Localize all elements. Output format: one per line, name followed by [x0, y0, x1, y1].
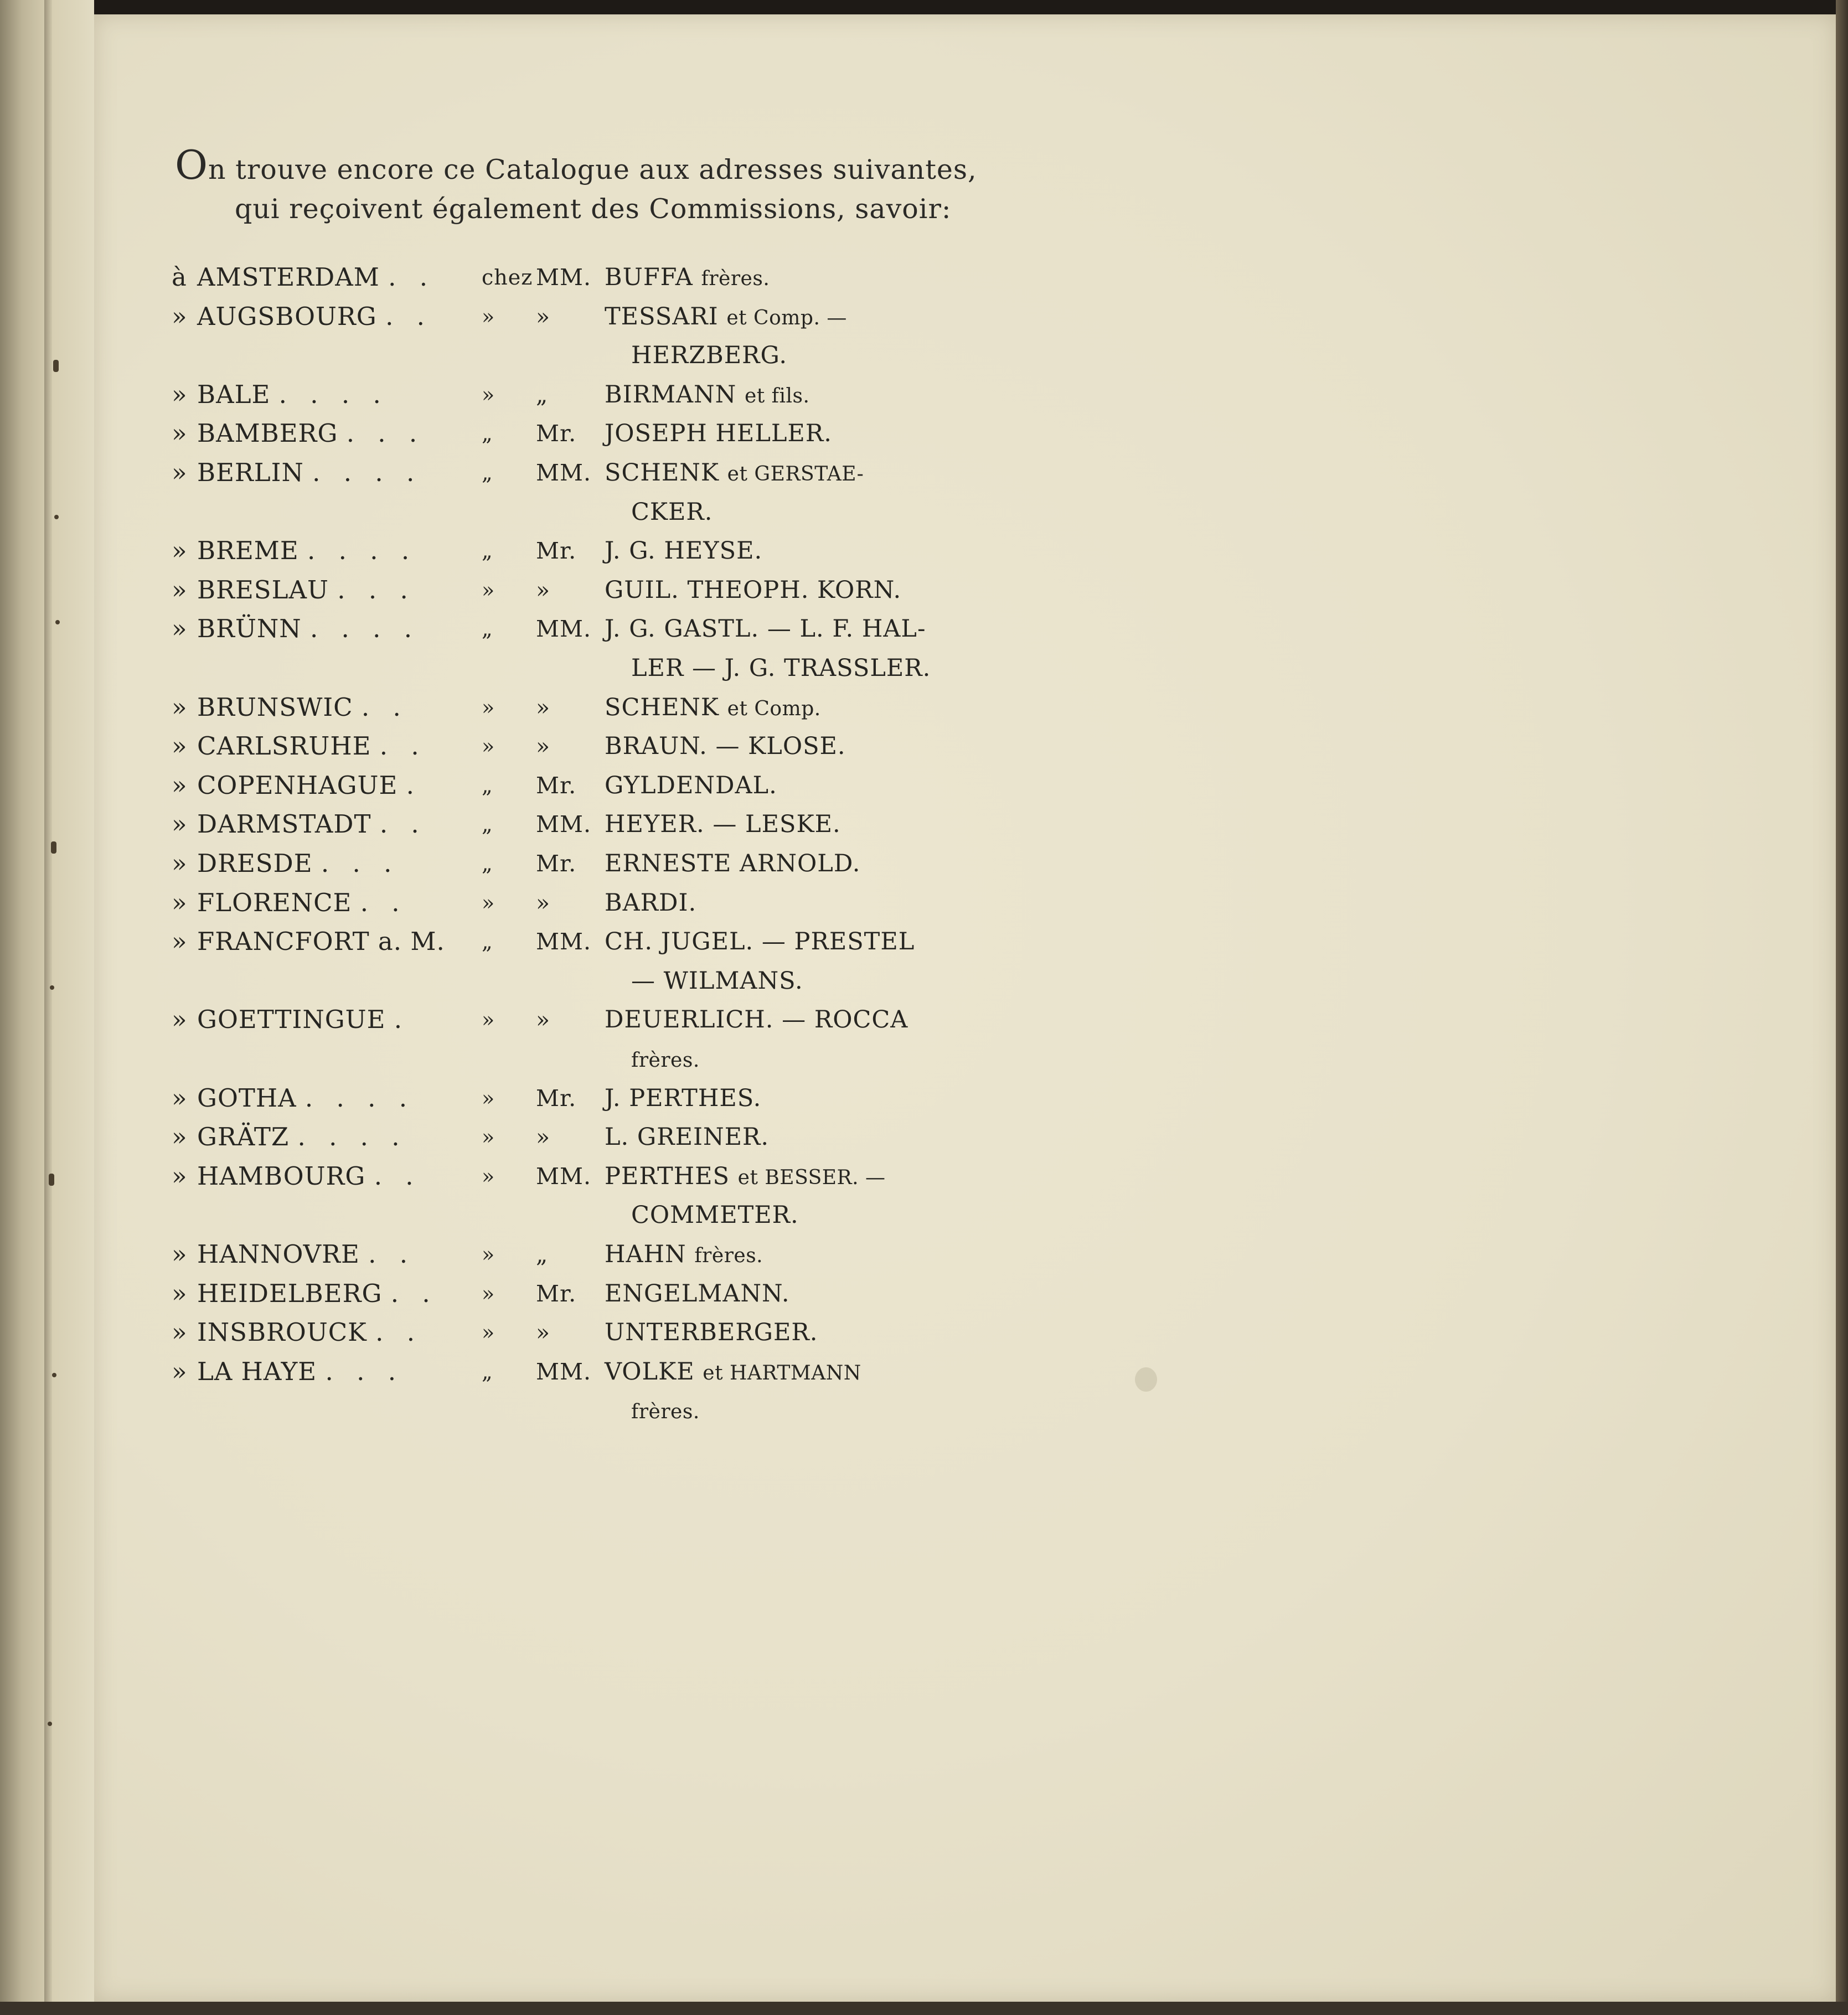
entry-via: » — [482, 1282, 495, 1306]
entry-city — [197, 1274, 457, 1313]
address-entry — [0, 1118, 952, 1156]
entry-bookseller-name: CH. JUGEL. — PRESTEL — [605, 928, 915, 955]
entry-bookseller — [605, 571, 959, 609]
entry-bookseller-name: J. G. HEYSE. — [605, 537, 763, 565]
entry-city-name: FRANCFORT a. M. — [197, 927, 445, 956]
entry-city — [197, 727, 457, 766]
entry-leader-dots: . — [406, 771, 422, 800]
address-entry — [0, 1313, 952, 1352]
entry-bookseller-name: ERNESTE ARNOLD. — [605, 850, 861, 877]
entry-city — [197, 297, 457, 336]
entry-via: » — [482, 1086, 495, 1110]
address-entry — [0, 1274, 952, 1313]
entry-title: » — [536, 577, 551, 603]
entry-prefix: » — [172, 418, 188, 448]
entry-via: » — [482, 1242, 495, 1267]
entry-bookseller-name: JOSEPH HELLER. — [605, 420, 832, 447]
entry-city — [197, 571, 457, 609]
entry-prefix: » — [172, 849, 188, 878]
entry-city — [197, 258, 457, 297]
entry-city — [197, 844, 457, 883]
entry-via: » — [482, 695, 495, 720]
entry-city-name: BRUNSWIC — [197, 693, 353, 722]
entry-bookseller-name: ENGELMANN. — [605, 1280, 790, 1308]
entry-city — [197, 609, 457, 648]
entry-prefix: » — [172, 809, 188, 839]
entry-via: „ — [482, 421, 493, 446]
entry-bookseller-name: HERZBERG. — [631, 342, 787, 369]
entry-bookseller-name: SCHENK — [605, 694, 719, 721]
entry-city-name: CARLSRUHE — [197, 731, 371, 761]
entry-city — [197, 1079, 457, 1118]
entry-bookseller — [605, 1352, 959, 1393]
entry-title: MM. — [536, 928, 591, 955]
entry-bookseller-suffix: et Comp. — — [726, 307, 847, 329]
entry-title: » — [536, 1006, 551, 1033]
entry-leader-dots: . . . — [325, 1357, 404, 1386]
address-entry-continuation — [0, 493, 952, 531]
address-entry — [0, 531, 952, 570]
entry-title: » — [536, 733, 551, 760]
entry-title: MM. — [536, 1163, 591, 1190]
entry-bookseller-name: COMMETER. — [631, 1201, 799, 1229]
entry-via: „ — [482, 773, 493, 798]
entry-title: » — [536, 1319, 551, 1346]
address-entry — [0, 805, 952, 844]
entry-bookseller-name: HEYER. — LESKE. — [605, 810, 841, 838]
entry-city-name: FLORENCE — [197, 888, 352, 917]
entry-title: MM. — [536, 616, 591, 642]
entry-prefix: à — [172, 262, 187, 292]
entry-bookseller — [605, 375, 959, 416]
address-entry — [0, 414, 952, 453]
entry-title: » — [536, 1124, 551, 1150]
entry-prefix: » — [172, 614, 188, 643]
entry-city-name: HEIDELBERG — [197, 1279, 383, 1308]
entry-prefix: » — [172, 1083, 188, 1113]
entry-prefix: » — [172, 693, 188, 722]
entry-city — [197, 1000, 457, 1039]
entry-bookseller-name: BRAUN. — KLOSE. — [605, 732, 846, 760]
entry-city — [197, 688, 457, 727]
entry-bookseller-name: VOLKE — [605, 1358, 695, 1386]
entry-via: „ — [482, 461, 493, 485]
entry-bookseller-name: BIRMANN — [605, 381, 737, 409]
entry-prefix: » — [172, 731, 188, 761]
heading-line-1-text: n trouve encore ce Catalogue aux adresses suivantes, — [208, 154, 977, 185]
entry-leader-dots: . . — [361, 693, 409, 722]
entry-via: » — [482, 1125, 495, 1149]
heading-line-2: qui reçoivent également des Commissions, savoir: — [235, 193, 952, 225]
entry-leader-dots: . . — [374, 1161, 421, 1191]
entry-bookseller — [605, 1079, 959, 1118]
entry-leader-dots: . . . — [321, 849, 400, 878]
entry-bookseller — [631, 1040, 985, 1080]
entry-bookseller — [605, 609, 959, 648]
entry-city-name: BAMBERG — [197, 418, 338, 448]
entry-title: Mr. — [536, 538, 577, 564]
entry-title: MM. — [536, 1358, 591, 1385]
entry-title: MM. — [536, 459, 591, 486]
entry-title: Mr. — [536, 1280, 577, 1307]
entry-bookseller — [605, 1235, 959, 1275]
address-entry — [0, 453, 952, 492]
entry-bookseller — [605, 884, 959, 922]
entry-prefix: » — [172, 1005, 188, 1034]
entry-leader-dots: . . . — [337, 575, 416, 604]
entry-city — [197, 922, 457, 961]
entry-prefix: » — [172, 1318, 188, 1347]
entry-title: Mr. — [536, 772, 577, 799]
entry-bookseller — [605, 1000, 959, 1039]
entry-bookseller-suffix: et HARTMANN — [703, 1362, 861, 1384]
entry-bookseller — [605, 414, 959, 453]
entry-leader-dots: . . — [368, 1239, 416, 1269]
entry-via: » — [482, 383, 495, 407]
address-entry — [0, 609, 952, 648]
entry-bookseller-name: J. G. GASTL. — L. F. HAL- — [605, 615, 926, 643]
entry-title: » — [536, 890, 551, 916]
address-entry — [0, 1235, 952, 1274]
address-entry-continuation — [0, 1040, 952, 1078]
entry-title: Mr. — [536, 420, 577, 447]
entry-bookseller-name: TESSARI — [605, 303, 719, 330]
address-entry — [0, 688, 952, 727]
entry-bookseller-name: DEUERLICH. — ROCCA — [605, 1006, 908, 1034]
entry-bookseller — [605, 688, 959, 728]
entry-leader-dots: . . . . — [297, 1122, 407, 1151]
entry-title: Mr. — [536, 1085, 577, 1112]
entry-city-name: COPENHAGUE — [197, 771, 398, 800]
entry-bookseller-name: L. GREINER. — [605, 1123, 770, 1151]
entry-city-name: GOTHA — [197, 1083, 297, 1113]
entry-city-name: LA HAYE — [197, 1357, 317, 1386]
entry-prefix: » — [172, 927, 188, 956]
entry-prefix: » — [172, 458, 188, 487]
entry-bookseller — [605, 1274, 959, 1313]
entry-city-name: BALE — [197, 380, 271, 409]
address-entry — [0, 375, 952, 414]
entry-via: » — [482, 1320, 495, 1345]
address-entry-continuation — [0, 1196, 952, 1234]
entry-prefix: » — [172, 1279, 188, 1308]
entry-bookseller-suffix: frères. — [701, 267, 770, 290]
entry-bookseller — [631, 1391, 985, 1432]
entry-city-name: AMSTERDAM — [197, 262, 380, 292]
entry-leader-dots: . — [394, 1005, 410, 1034]
entry-city — [197, 1157, 457, 1196]
entry-prefix: » — [172, 1122, 188, 1151]
entry-bookseller — [631, 1196, 985, 1234]
address-entry-continuation — [0, 649, 952, 688]
entry-via: „ — [482, 929, 493, 954]
entry-bookseller — [605, 258, 959, 298]
entry-bookseller-name: SCHENK — [605, 459, 719, 487]
entry-bookseller-name: GUIL. THEOPH. KORN. — [605, 576, 902, 604]
address-entry — [0, 844, 952, 883]
entry-leader-dots: . . — [379, 809, 427, 839]
entry-leader-dots: . . — [388, 262, 436, 292]
entry-bookseller-name: frères. — [631, 1401, 700, 1423]
entry-bookseller-name: CKER. — [631, 498, 713, 526]
entry-via: „ — [482, 539, 493, 563]
entry-prefix: » — [172, 575, 188, 604]
entry-bookseller-name: J. PERTHES. — [605, 1084, 762, 1112]
entry-bookseller-name: frères. — [631, 1049, 700, 1072]
entry-leader-dots: . . — [360, 888, 407, 917]
entry-city — [197, 884, 457, 922]
address-entry-continuation — [0, 336, 952, 375]
entry-city-name: DARMSTADT — [197, 809, 371, 839]
entry-prefix: » — [172, 888, 188, 917]
entry-city — [197, 805, 457, 844]
entry-prefix: » — [172, 380, 188, 409]
address-entry — [0, 727, 952, 766]
entry-bookseller-name: LER — J. G. TRASSLER. — [631, 654, 931, 682]
entry-prefix: » — [172, 1239, 188, 1269]
entry-title: MM. — [536, 264, 591, 291]
entry-bookseller — [605, 844, 959, 883]
entry-city-name: AUGSBOURG — [197, 302, 377, 331]
address-entry — [0, 297, 952, 336]
entry-bookseller — [605, 453, 959, 494]
entry-prefix: » — [172, 1357, 188, 1386]
entry-city-name: DRESDE — [197, 849, 313, 878]
address-entry — [0, 884, 952, 922]
entry-title: Mr. — [536, 850, 577, 877]
entry-bookseller — [631, 336, 985, 375]
address-entry — [0, 1352, 952, 1391]
entry-city-name: BRESLAU — [197, 575, 329, 604]
entry-city-name: HANNOVRE — [197, 1239, 360, 1269]
entry-bookseller — [605, 922, 959, 961]
entry-bookseller — [605, 1157, 959, 1197]
entry-city — [197, 1313, 457, 1352]
entry-bookseller-suffix: et GERSTAE- — [727, 463, 864, 485]
entry-bookseller — [605, 766, 959, 805]
entry-leader-dots: . . . . — [278, 380, 389, 409]
entry-city — [197, 531, 457, 570]
entry-title: „ — [536, 1241, 549, 1268]
entry-city — [197, 766, 457, 805]
entry-city-name: HAMBOURG — [197, 1161, 366, 1191]
address-entry — [0, 571, 952, 609]
entry-leader-dots: . . — [385, 302, 432, 331]
entry-prefix: » — [172, 771, 188, 800]
entry-bookseller-suffix: frères. — [694, 1244, 763, 1267]
entry-bookseller-name: — WILMANS. — [631, 967, 803, 995]
entry-city-name: BERLIN — [197, 458, 304, 487]
entry-via: » — [482, 734, 495, 758]
entry-bookseller-suffix: et BESSER. — — [737, 1166, 886, 1189]
entry-bookseller — [605, 1118, 959, 1156]
entry-bookseller-name: GYLDENDAL. — [605, 772, 777, 799]
entry-title: „ — [536, 381, 549, 408]
entry-city — [197, 1235, 457, 1274]
entry-title: » — [536, 694, 551, 721]
entry-leader-dots: . . . . — [304, 1083, 415, 1113]
entry-leader-dots: . . . . — [309, 614, 420, 643]
address-entry — [0, 922, 952, 961]
entry-bookseller-name: BARDI. — [605, 889, 697, 917]
entry-via: » — [482, 1164, 495, 1189]
address-entry-continuation — [0, 1391, 952, 1430]
entry-leader-dots: . . — [379, 731, 427, 761]
entry-city — [197, 1352, 457, 1391]
address-entry-continuation — [0, 962, 952, 1000]
entry-via: chez — [482, 265, 533, 290]
entry-prefix: » — [172, 302, 188, 331]
entry-leader-dots: . . . . — [312, 458, 422, 487]
entry-leader-dots: . . — [390, 1279, 438, 1308]
entry-via: » — [482, 1008, 495, 1032]
entry-city-name: INSBROUCK — [197, 1318, 367, 1347]
entry-bookseller-name: UNTERBERGER. — [605, 1319, 818, 1346]
address-entry — [0, 1079, 952, 1118]
entry-bookseller-name: PERTHES — [605, 1162, 730, 1190]
entry-title: MM. — [536, 811, 591, 838]
entry-bookseller — [605, 297, 959, 338]
entry-leader-dots: . . — [375, 1318, 423, 1347]
entry-bookseller-suffix: et Comp. — [727, 698, 821, 720]
address-entry — [0, 258, 952, 297]
entry-via: » — [482, 578, 495, 602]
entry-bookseller — [605, 531, 959, 570]
entry-prefix: » — [172, 1161, 188, 1191]
entry-bookseller — [605, 727, 959, 766]
entry-bookseller — [605, 805, 959, 844]
entry-city-name: BREME — [197, 536, 299, 565]
entry-city-name: GRÄTZ — [197, 1122, 290, 1151]
entry-title: » — [536, 303, 551, 330]
entry-bookseller — [631, 962, 985, 1000]
entry-city — [197, 375, 457, 414]
entry-via: „ — [482, 1360, 493, 1384]
entry-city — [197, 1118, 457, 1156]
entry-prefix: » — [172, 536, 188, 565]
address-entry — [0, 1000, 952, 1039]
entry-bookseller-name: HAHN — [605, 1241, 686, 1268]
entry-city-name: GOETTINGUE — [197, 1005, 386, 1034]
entry-bookseller — [631, 493, 985, 531]
entry-city — [197, 453, 457, 492]
entry-bookseller — [605, 1313, 959, 1352]
entry-leader-dots: . . . — [346, 418, 425, 448]
entry-via: „ — [482, 617, 493, 641]
address-entry — [0, 1157, 952, 1196]
entry-via: „ — [482, 851, 493, 876]
entry-bookseller — [631, 649, 985, 688]
entry-via: „ — [482, 812, 493, 836]
entry-city — [197, 414, 457, 453]
entry-bookseller-suffix: et fils. — [744, 385, 810, 407]
address-entry — [0, 766, 952, 805]
entry-via: » — [482, 891, 495, 915]
heading-dropcap: O — [175, 142, 209, 188]
entry-bookseller-name: BUFFA — [605, 264, 693, 291]
entry-leader-dots: . . . . — [307, 536, 417, 565]
entry-city-name: BRÜNN — [197, 614, 302, 643]
entry-via: » — [482, 304, 495, 329]
